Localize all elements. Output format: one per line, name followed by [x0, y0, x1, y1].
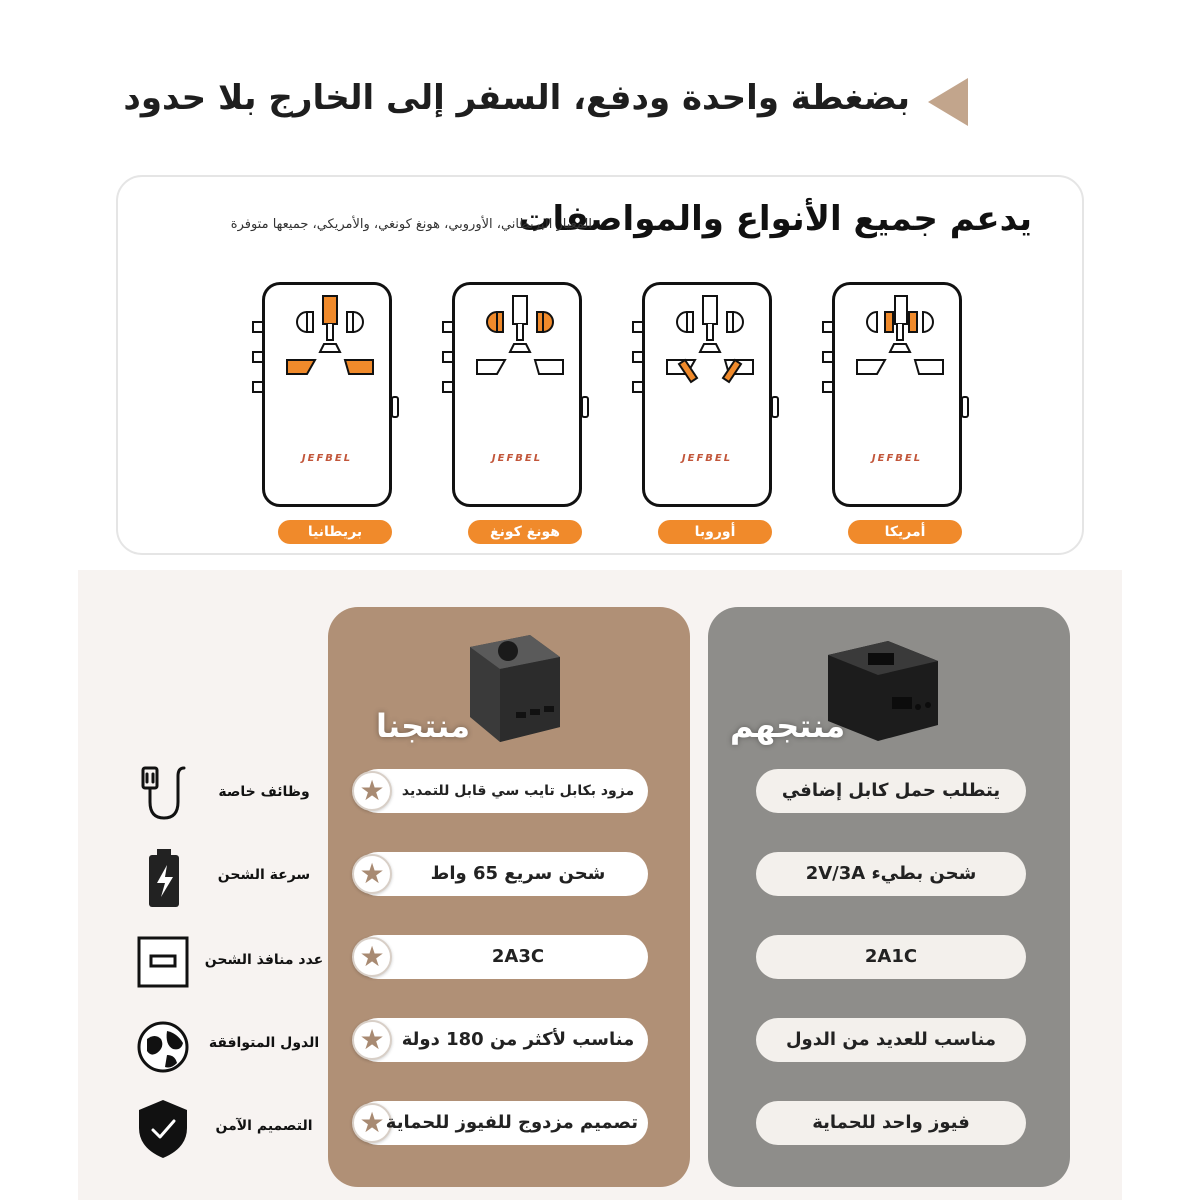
their-product-label: منتجهم — [730, 707, 846, 745]
their-feature-safety: فيوز واحد للحماية — [756, 1101, 1026, 1145]
our-feature-safety: ★ تصميم مزدوج للفيوز للحماية — [356, 1101, 648, 1145]
feature-label: التصميم الآمن — [215, 1118, 313, 1134]
brand-logo: JEFBEL — [491, 453, 543, 464]
adapter-hk — [452, 282, 582, 507]
shield-check-icon — [133, 1096, 193, 1162]
triangle-pointer-icon — [928, 78, 968, 126]
their-feature-countries: مناسب للعديد من الدول — [756, 1018, 1026, 1062]
globe-icon — [133, 1013, 193, 1079]
adapter-us — [832, 282, 962, 507]
brand-logo: JEFBEL — [871, 453, 923, 464]
their-product-column — [708, 607, 1070, 1187]
star-icon: ★ — [352, 1103, 392, 1143]
comparison-section — [78, 570, 1122, 1200]
feature-label: الدول المتوافقة — [208, 1035, 320, 1051]
headline-text: بضغطة واحدة ودفع، السفر إلى الخارج بلا حدود — [123, 78, 910, 118]
our-feature-speed: ★ شحن سريع 65 واط — [356, 852, 648, 896]
our-product-label: منتجنا — [376, 707, 471, 745]
their-feature-ports: 2A1C — [756, 935, 1026, 979]
region-label-us: أمريكا — [848, 520, 962, 544]
feature-label: سرعة الشحن — [217, 867, 311, 883]
feature-charging-speed — [128, 845, 328, 925]
adapter-us-plug-icon — [815, 282, 985, 512]
star-icon: ★ — [352, 771, 392, 811]
their-feature-cable: يتطلب حمل كابل إضافي — [756, 769, 1026, 813]
adapter-hk-plug-icon — [435, 282, 605, 512]
region-label-eu: أوروبا — [658, 520, 772, 544]
their-feature-speed: شحن بطيء 2V/3A — [756, 852, 1026, 896]
brand-logo: JEFBEL — [681, 453, 733, 464]
star-icon: ★ — [352, 854, 392, 894]
headline — [0, 72, 1200, 132]
usb-cable-icon — [133, 762, 193, 828]
region-label-uk: بريطانيا — [278, 520, 392, 544]
our-product-column — [328, 607, 690, 1187]
adapter-eu-plug-icon — [625, 282, 795, 512]
plug-standards-card — [116, 175, 1084, 555]
support-title: يدعم جميع الأنواع والمواصفات — [518, 199, 1032, 239]
feature-label: عدد منافذ الشحن — [204, 952, 324, 968]
our-feature-countries: ★ مناسب لأكثر من 180 دولة — [356, 1018, 648, 1062]
star-icon: ★ — [352, 1020, 392, 1060]
feature-special-functions — [128, 762, 328, 842]
adapter-uk-plug-icon — [245, 282, 415, 512]
feature-label: وظائف خاصة — [218, 784, 310, 800]
feature-compatible-countries — [128, 1013, 328, 1093]
support-subtitle: المعيار البريطاني، الأوروبي، هونغ كونغي، والأمريكي، جميعها متوفرة — [230, 217, 592, 232]
star-icon: ★ — [352, 937, 392, 977]
our-feature-cable: ★ مزود بكابل تايب سي قابل للتمديد — [356, 769, 648, 813]
our-adapter-image — [460, 627, 570, 747]
feature-safe-design — [128, 1096, 328, 1176]
brand-logo: JEFBEL — [301, 453, 353, 464]
region-label-hk: هونغ كونغ — [468, 520, 582, 544]
adapter-uk — [262, 282, 392, 507]
battery-charge-icon — [133, 845, 193, 911]
our-feature-ports: ★ 2A3C — [356, 935, 648, 979]
usb-port-icon — [133, 930, 193, 996]
adapter-eu — [642, 282, 772, 507]
feature-port-count — [128, 930, 328, 1010]
